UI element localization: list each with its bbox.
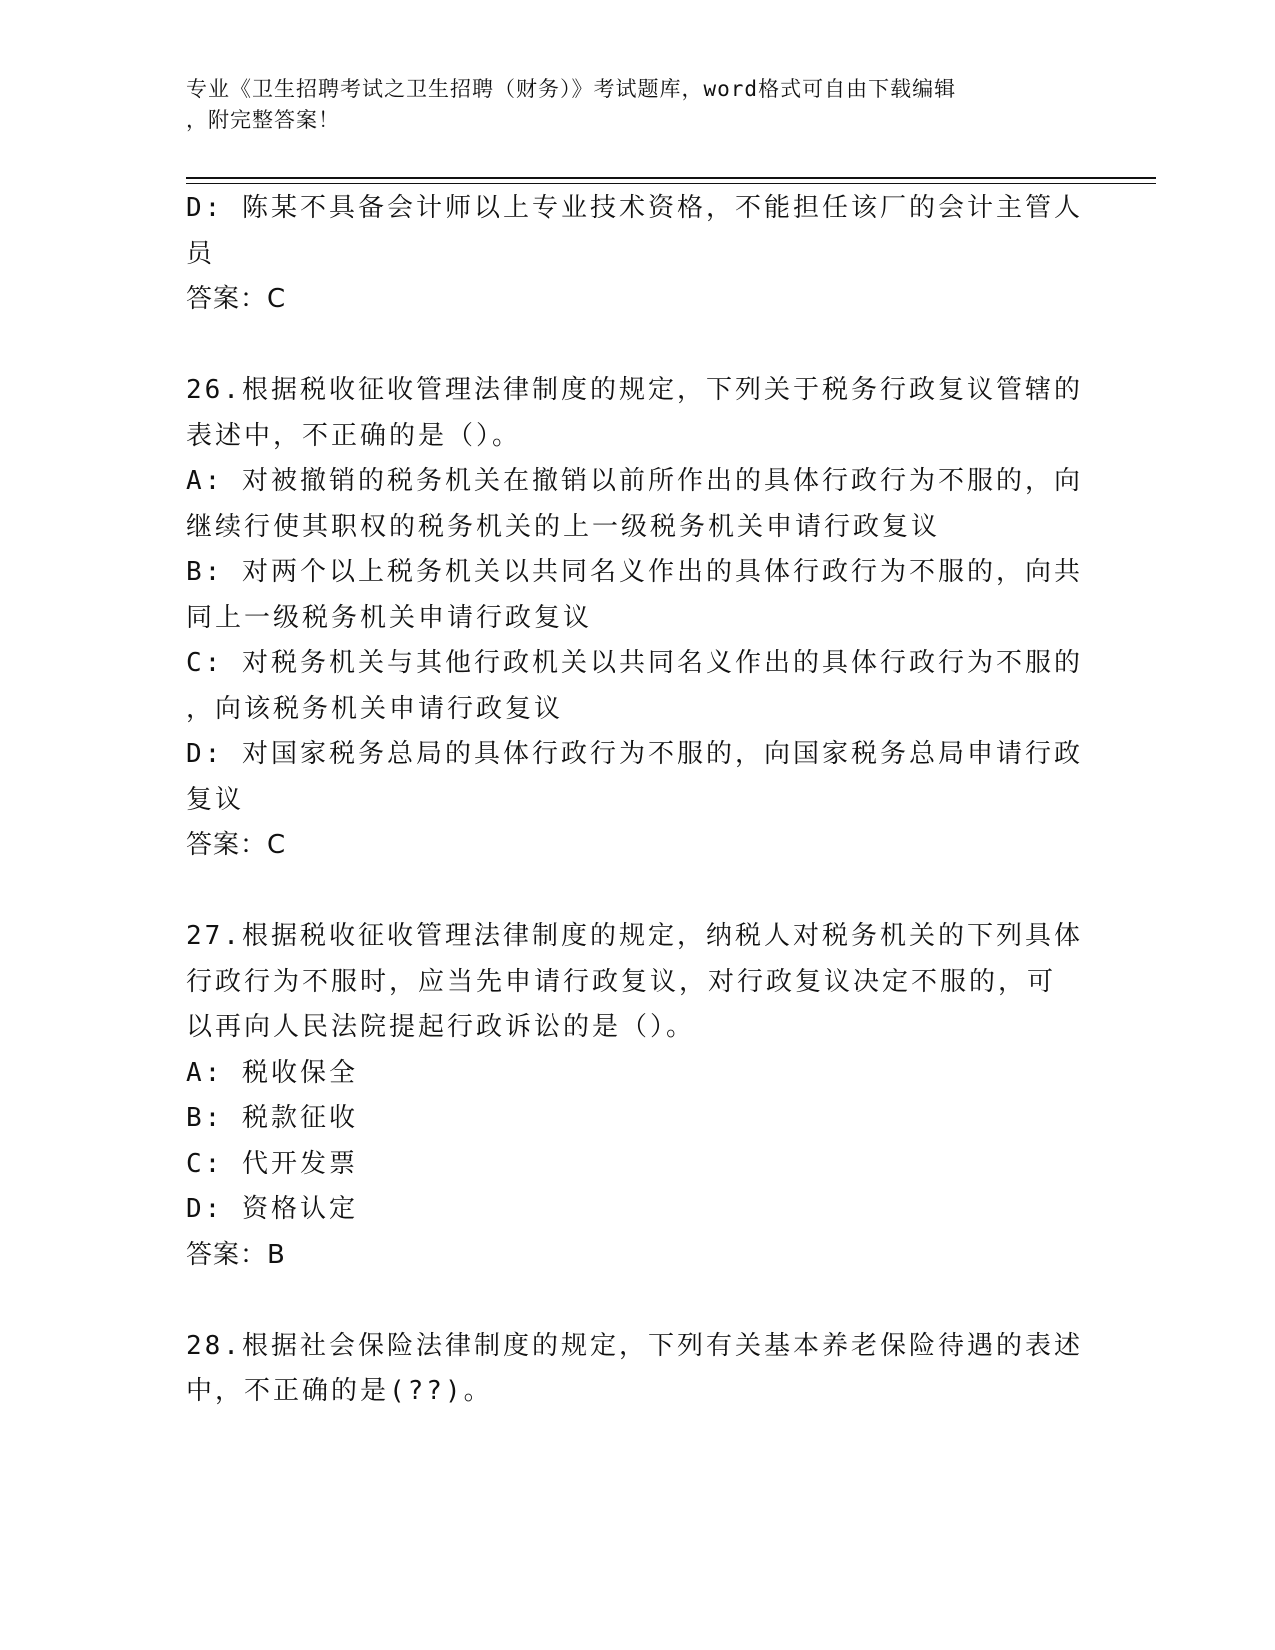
option-d-line: D: 陈某不具备会计师以上专业技术资格，不能担任该厂的会计主管人 [186, 193, 1083, 223]
question-stem-line: 中，不正确的是(??)。 [186, 1376, 493, 1406]
question-stem-line: 26.根据税收征收管理法律制度的规定，下列关于税务行政复议管辖的 [186, 375, 1083, 405]
question-25-tail [186, 186, 1083, 323]
option-c-line: C: 代开发票 [186, 1148, 358, 1179]
document-body [186, 186, 1083, 1415]
question-28 [186, 1324, 1083, 1415]
header-rule [186, 177, 1156, 179]
question-stem-line: 28.根据社会保险法律制度的规定，下列有关基本养老保险待遇的表述 [186, 1330, 1083, 1361]
question-stem-line: 27.根据税收征收管理法律制度的规定，纳税人对税务机关的下列具体 [186, 921, 1083, 951]
answer-line: 答案：C [186, 284, 287, 314]
option-d-line: D: 资格认定 [186, 1194, 358, 1224]
question-27 [186, 914, 1083, 1278]
option-a-line: 继续行使其职权的税务机关的上一级税务机关申请行政复议 [186, 511, 941, 542]
answer-line: 答案：B [186, 1239, 286, 1270]
question-26 [186, 368, 1083, 869]
header-rule-thin [186, 183, 1156, 184]
option-d-line: D: 对国家税务总局的具体行政行为不服的，向国家税务总局申请行政 [186, 739, 1083, 769]
document-header [186, 74, 1066, 136]
answer-line: 答案：C [186, 830, 287, 860]
option-c-line: C: 对税务机关与其他行政机关以共同名义作出的具体行政行为不服的 [186, 648, 1083, 678]
question-stem-line: 行政行为不服时，应当先申请行政复议，对行政复议决定不服的，可 [186, 966, 1057, 997]
option-b-line: 同上一级税务机关申请行政复议 [186, 602, 593, 633]
option-d-line: 复议 [186, 784, 245, 815]
option-b-line: B: 税款征收 [186, 1103, 358, 1133]
header-line-2: ，附完整答案！ [186, 108, 340, 132]
question-stem-line: 表述中，不正确的是（）。 [186, 420, 522, 451]
option-c-line: ，向该税务机关申请行政复议 [186, 693, 564, 724]
option-a-line: A: 对被撤销的税务机关在撤销以前所作出的具体行政行为不服的，向 [186, 466, 1083, 496]
option-b-line: B: 对两个以上税务机关以共同名义作出的具体行政行为不服的，向共 [186, 557, 1083, 587]
option-d-line: 员 [186, 238, 216, 269]
question-stem-line: 以再向人民法院提起行政诉讼的是（）。 [186, 1012, 696, 1042]
header-line-1: 专业《卫生招聘考试之卫生招聘（财务）》考试题库，word格式可自由下载编辑 [186, 77, 957, 101]
option-a-line: A: 税收保全 [186, 1057, 358, 1088]
